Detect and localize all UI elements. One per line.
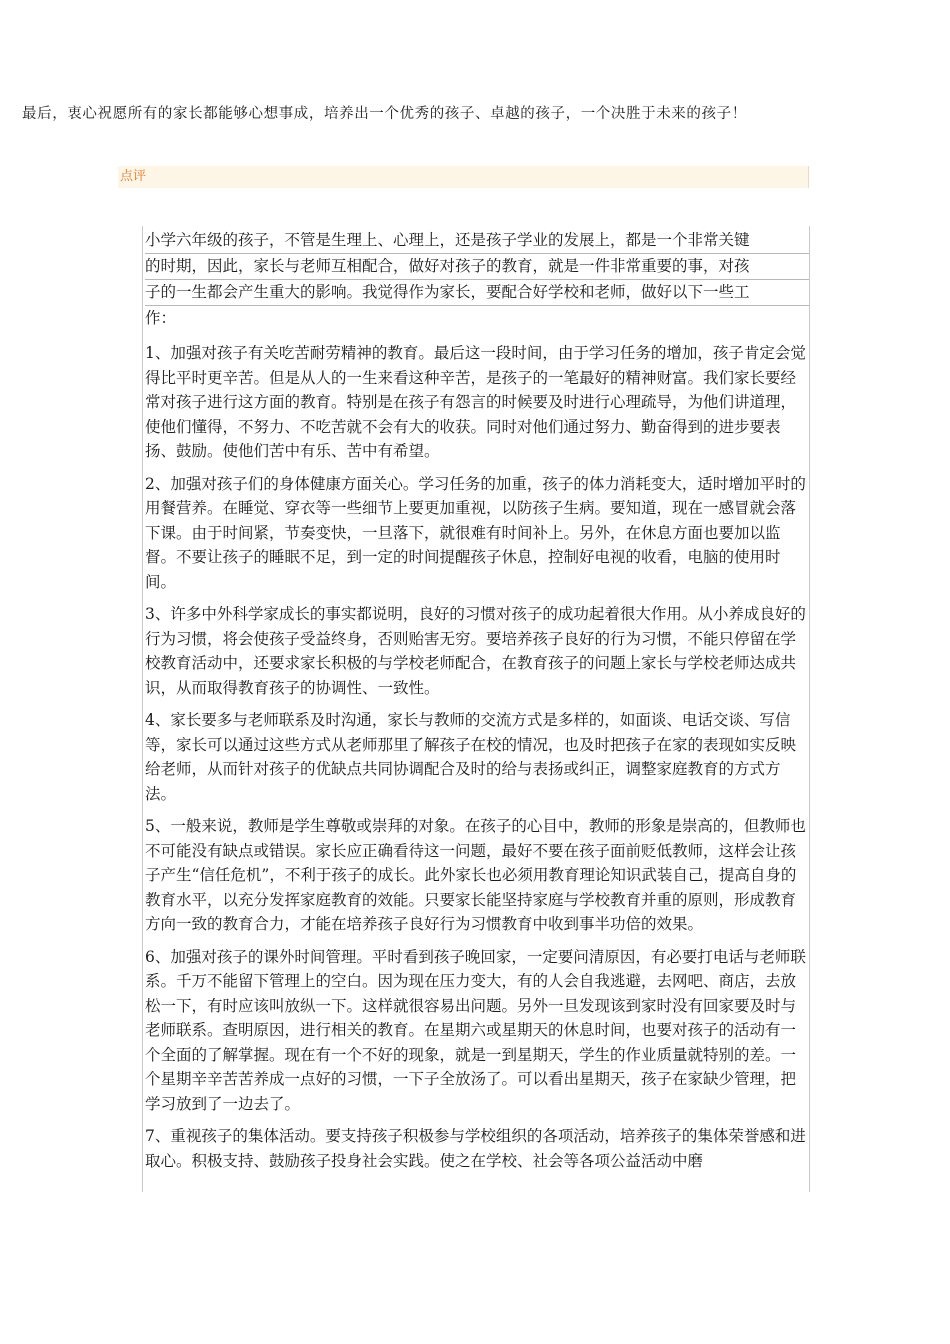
review-paragraph-2: 2、加强对孩子们的身体健康方面关心。学习任务的加重，孩子的体力消耗变大，适时增加平时的用餐营养。在睡觉、穿衣等一些细节上要更加重视，以防孩子生病。要知道，现在一感冒就会落下课。由于时间紧，节奏变快，一旦落下，就很难有时间补上。另外，在休息方面也要加以监督。不要让孩子的睡眠不足，到一定的时间提醒孩子休息，控制好电视的收看，电脑的使用时间。: [145, 474, 806, 591]
review-paragraph-7: 7、重视孩子的集体活动。要支持孩子积极参与学校组织的各项活动，培养孩子的集体荣誉感和进取心。积极支持、鼓励孩子投身社会实践。使之在学校、社会等各项公益活动中磨: [145, 1127, 806, 1170]
review-paragraph-1: 1、加强对孩子有关吃苦耐劳精神的教育。最后这一段时间，由于学习任务的增加，孩子肯定会觉得比平时更辛苦。但是从人的一生来看这种辛苦，是孩子的一笔最好的精神财富。我们家长要经常对孩子进行这方面的教育。特别是在孩子有怨言的时候要及时进行心理疏导，为他们讲道理，使他们懂得，不努力、不吃苦就不会有大的收获。同时对他们通过努力、勤奋得到的进步要表扬、鼓励。使他们苦中有乐、苦中有希望。: [145, 344, 806, 460]
review-paragraph-4: 4、家长要多与老师联系及时沟通，家长与教师的交流方式是多样的，如面谈、电话交谈、写信等，家长可以通过这些方式从老师那里了解孩子在校的情况，也及时把孩子在家的表现如实反映给老师，从而针对孩子的优缺点共同协调配合及时的给与表扬或纠正，调整家庭教育的方式方法。: [145, 711, 797, 803]
closing-paragraph: 最后，衷心祝愿所有的家长都能够心想事成，培养出一个优秀的孩子、卓越的孩子，一个决胜于未来的孩子！: [22, 106, 747, 122]
review-paragraph-3: 3、许多中外科学家成长的事实都说明，良好的习惯对孩子的成功起着很大作用。从小养成良好的行为习惯，将会使孩子受益终身，否则贻害无穷。要培养孩子良好的行为习惯，不能只停留在学校教育活动中，还要求家长积极的与学校老师配合，在教育孩子的问题上家长与学校老师达成共识，从而取得教育孩子的协调性、一致性。: [145, 605, 806, 697]
review-intro: [143, 226, 809, 333]
intro-line: 小学六年级的孩子，不管是生理上、心理上，还是孩子学业的发展上，都是一个非常关键: [145, 228, 809, 254]
review-paragraph-6: 6、加强对孩子的课外时间管理。平时看到孩子晚回家，一定要问清原因，有必要打电话与老师联系。千万不能留下管理上的空白。因为现在压力变大，有的人会自我逃避，去网吧、商店，去放松一下，有时应该叫放纵一下。这样就很容易出问题。另外一旦发现该到家时没有回家要及时与老师联系。查明原因，进行相关的教育。在星期六或星期天的休息时间，也要对孩子的活动有一个全面的了解掌握。现在有一个不好的现象，就是一到星期天，学生的作业质量就特别的差。一个星期辛辛苦苦养成一点好的习惯，一下子全放汤了。可以看出星期天，孩子在家缺少管理，把学习放到了一边去了。: [145, 947, 806, 1113]
intro-line: 的时期，因此，家长与老师互相配合，做好对孩子的教育，就是一件非常重要的事，对孩: [145, 254, 809, 280]
review-content: [142, 226, 810, 1192]
intro-line: 作：: [145, 309, 177, 327]
review-label: 点评: [120, 169, 147, 184]
intro-line: 子的一生都会产生重大的影响。我觉得作为家长，要配合好学校和老师，做好以下一些工: [145, 280, 809, 306]
review-paragraph-5: 5、一般来说，教师是学生尊敬或崇拜的对象。在孩子的心目中，教师的形象是崇高的，但教师也不可能没有缺点或错误。家长应正确看待这一问题，最好不要在孩子面前贬低教师，这样会让孩子产生“信任危机”，不利于孩子的成长。此外家长也必须用教育理论知识武装自己，提高自身的教育水平，以充分发挥家庭教育的效能。只要家长能坚持家庭与学校教育并重的原则，形成教育方向一致的教育合力，才能在培养孩子良好行为习惯教育中收到事半功倍的效果。: [145, 817, 806, 933]
review-header: [118, 166, 809, 188]
